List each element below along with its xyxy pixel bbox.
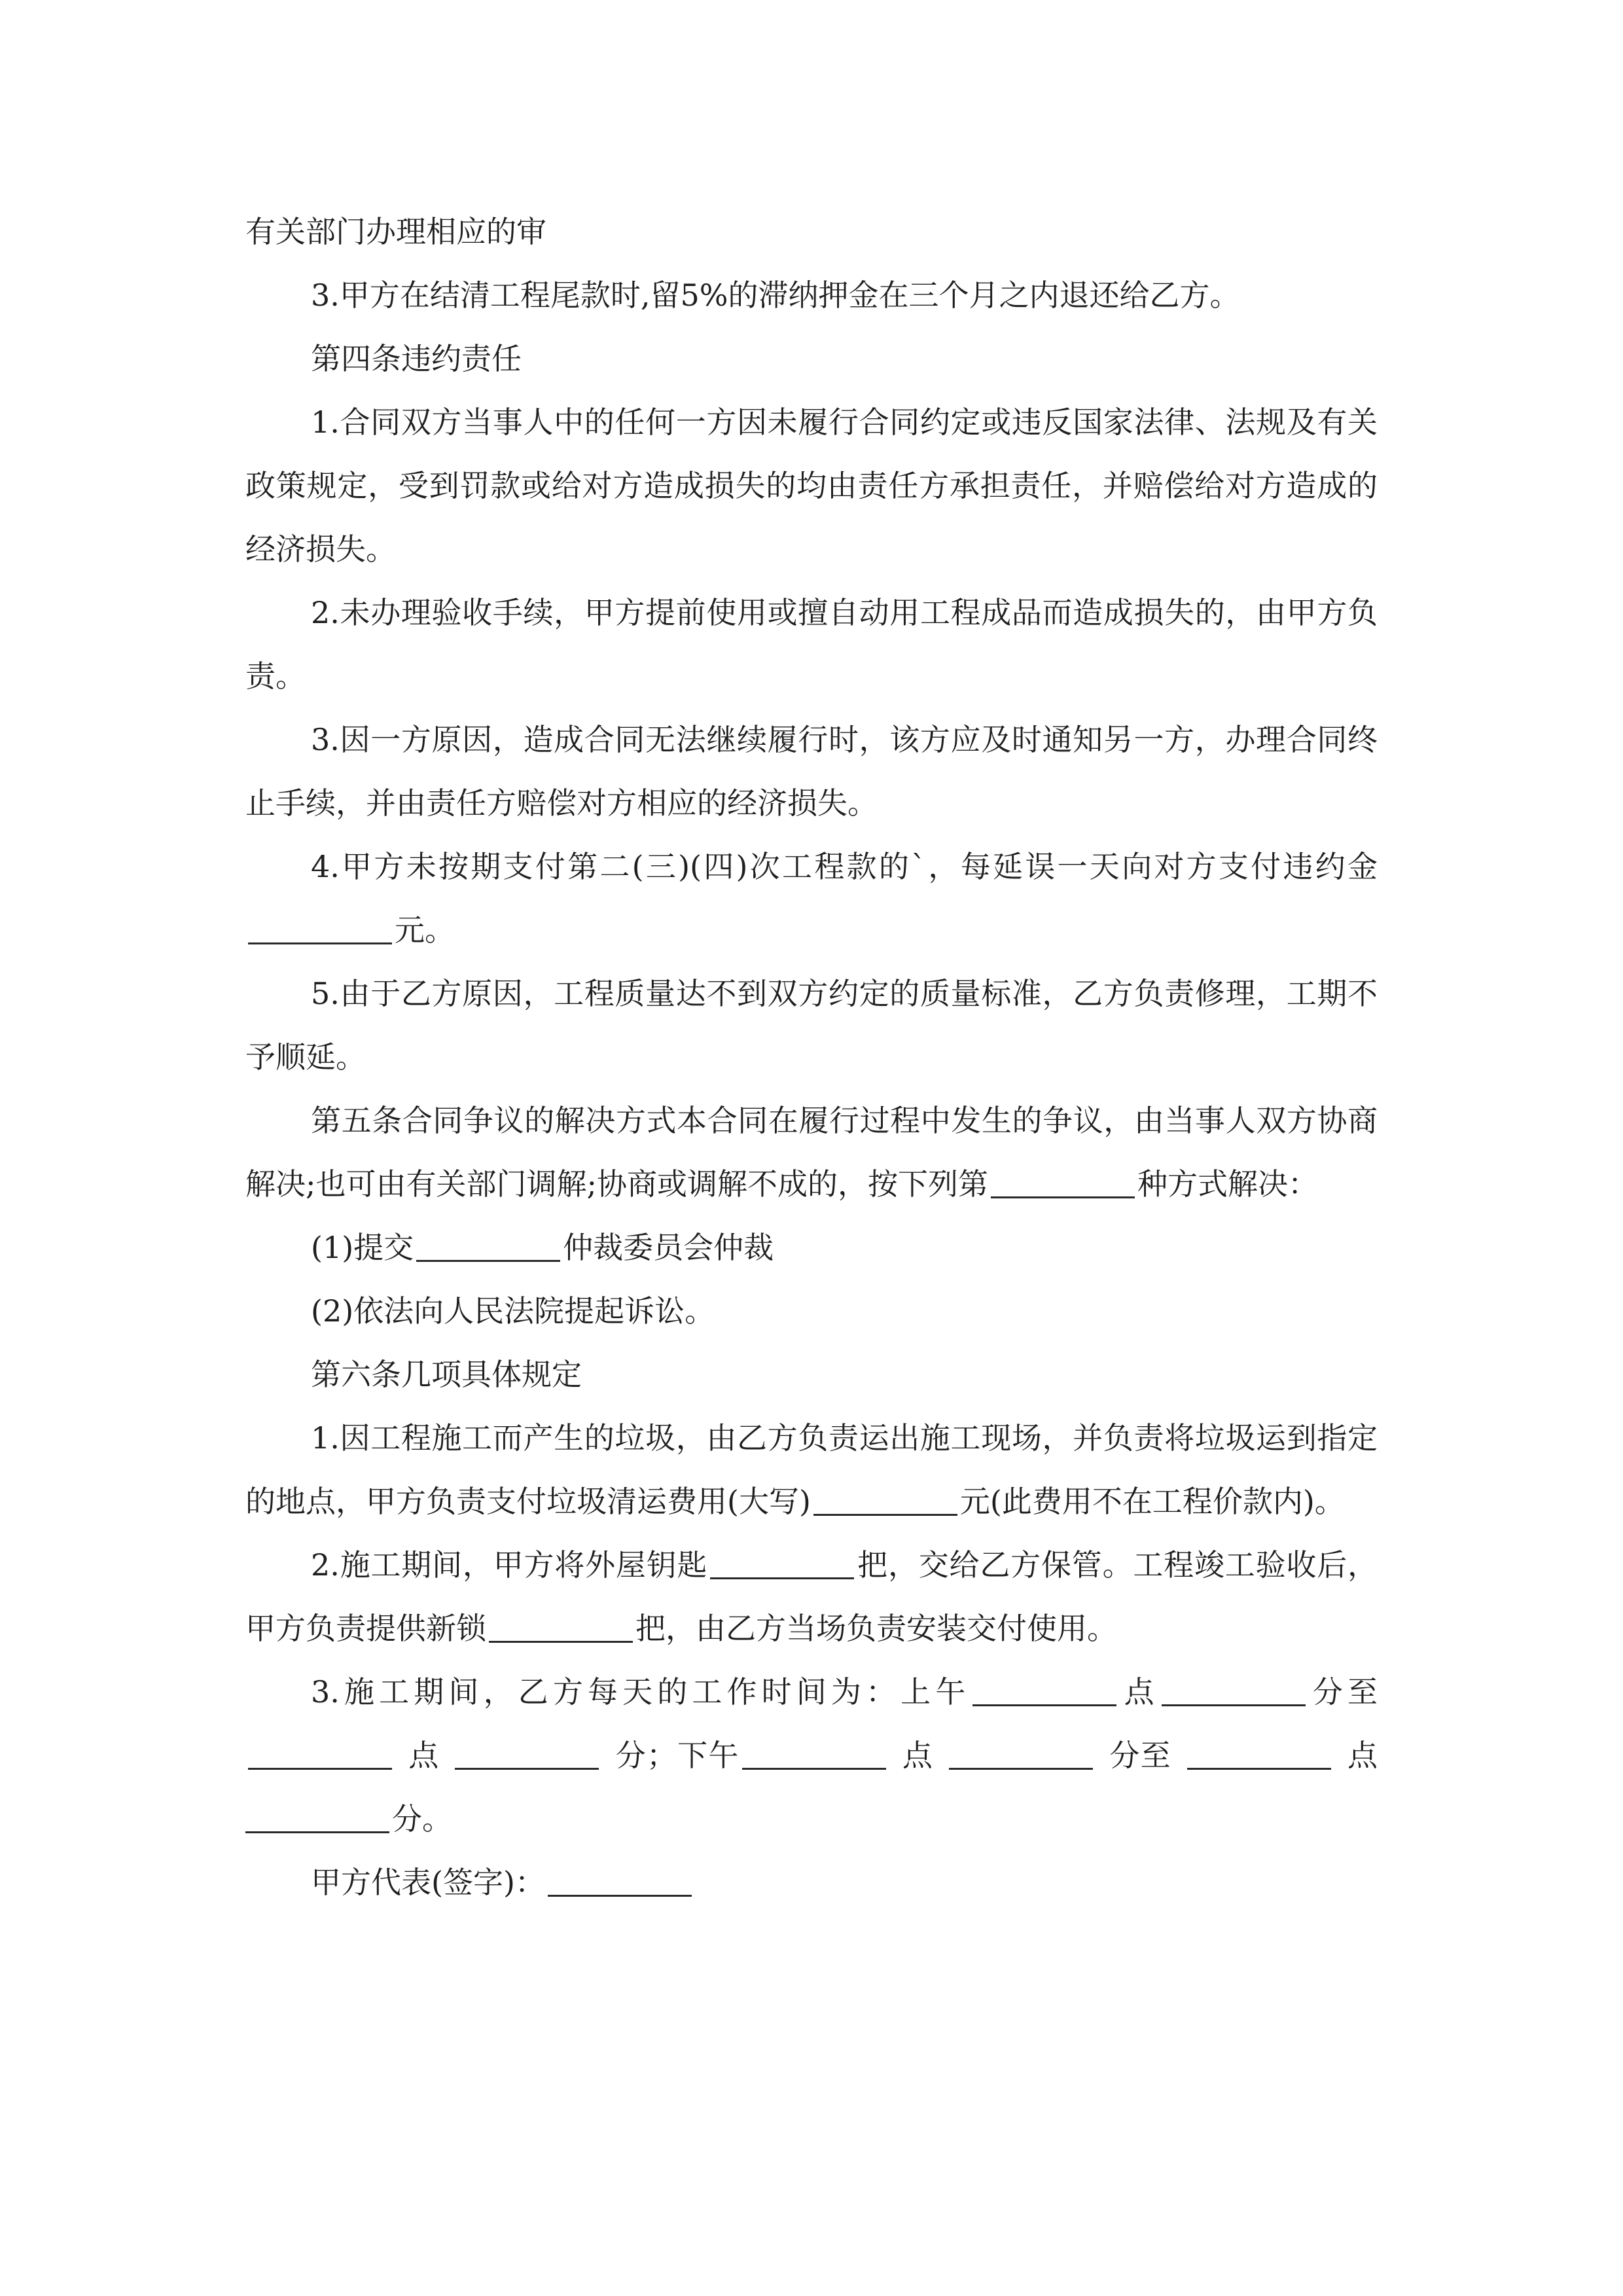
paragraph-text: 分至 xyxy=(1308,1674,1378,1710)
section-heading: 第六条几项具体规定 xyxy=(311,1357,582,1392)
fill-in-blank xyxy=(489,1611,633,1643)
paragraph-text: (1)提交 xyxy=(311,1230,414,1265)
paragraph xyxy=(245,1407,1378,1534)
paragraph: 5.由于乙方原因，工程质量达不到双方约定的质量标准，乙方负责修理，工期不予顺延。 xyxy=(245,976,1378,1075)
paragraph: 2.未办理验收手续，甲方提前使用或擅自动用工程成品而造成损失的，由甲方负责。 xyxy=(245,595,1378,694)
document-body xyxy=(245,200,1378,1914)
section-heading: 第四条违约责任 xyxy=(311,341,522,376)
fill-in-blank xyxy=(710,1547,854,1579)
paragraph-text: 3.施工期间，乙方每天的工作时间为：上午 xyxy=(311,1674,971,1710)
paragraph-text: 元。 xyxy=(395,912,455,948)
paragraph xyxy=(245,1089,1378,1216)
fill-in-blank xyxy=(991,1166,1135,1198)
fill-in-blank xyxy=(1162,1674,1306,1706)
paragraph xyxy=(245,835,1378,962)
paragraph-text: 2.施工期间，甲方将外屋钥匙 xyxy=(311,1547,708,1583)
paragraph xyxy=(245,1216,1378,1280)
paragraph-text: 4.甲方未按期支付第二(三)(四)次工程款的`，每延误一天向对方支付违约金 xyxy=(311,849,1378,884)
paragraph-text: 元(此费用不在工程价款内)。 xyxy=(959,1484,1345,1519)
signature-line xyxy=(245,1851,1378,1914)
paragraph: 有关部门办理相应的审 xyxy=(245,214,546,249)
paragraph-text: 1.因工程施工而产生的垃圾，由乙方负责运出施工现场，并负责将垃圾运到指定的地点，甲方负责支付垃圾清运费用(大写) xyxy=(245,1420,1378,1519)
paragraph-text: 点 xyxy=(1346,1738,1378,1773)
signature-blank xyxy=(548,1865,692,1897)
paragraph-text: 把，交给乙方保管。工程竣工验收后，甲方负责提供新锁 xyxy=(245,1547,1378,1646)
paragraph: 1.合同双方当事人中的任何一方因未履行合同约定或违反国家法律、法规及有关政策规定，受到罚款或给对方造成损失的均由责任方承担责任，并赔偿给对方造成的经济损失。 xyxy=(245,404,1378,567)
fill-in-blank xyxy=(949,1738,1093,1770)
paragraph-text: 仲裁委员会仲裁 xyxy=(563,1230,774,1265)
fill-in-blank xyxy=(972,1674,1116,1706)
paragraph-text: 分至 xyxy=(1109,1738,1171,1773)
fill-in-blank xyxy=(742,1738,886,1770)
section-heading-text: 第五条合同争议的解决方式本合同在履行过程中发生的争议，由当事人双方协商解决;也可由有关部门调解;协商或调解不成的，按下列第 xyxy=(245,1103,1378,1202)
paragraph-text: 点 xyxy=(1119,1674,1159,1710)
paragraph xyxy=(245,1660,1378,1851)
paragraph-text: 点 xyxy=(408,1738,440,1773)
paragraph: (2)依法向人民法院提起诉讼。 xyxy=(311,1293,715,1329)
fill-in-blank xyxy=(248,912,392,944)
fill-in-blank xyxy=(813,1484,957,1516)
fill-in-blank xyxy=(455,1738,599,1770)
paragraph: 3.甲方在结清工程尾款时,留5%的滞纳押金在三个月之内退还给乙方。 xyxy=(311,278,1240,313)
paragraph-text: 点 xyxy=(901,1738,934,1773)
fill-in-blank xyxy=(416,1230,560,1262)
signature-label: 甲方代表(签字)： xyxy=(311,1865,545,1900)
paragraph: 3.因一方原因，造成合同无法继续履行时，该方应及时通知另一方，办理合同终止手续，并由责任方赔偿对方相应的经济损失。 xyxy=(245,722,1378,821)
paragraph-text: 种方式解决： xyxy=(1137,1166,1318,1202)
fill-in-blank xyxy=(245,1801,389,1833)
fill-in-blank xyxy=(1187,1738,1331,1770)
paragraph-text: 分。 xyxy=(392,1801,452,1837)
paragraph-text: 把，由乙方当场负责安装交付使用。 xyxy=(635,1611,1117,1646)
fill-in-blank xyxy=(248,1738,392,1770)
paragraph-text: ；下午 xyxy=(646,1738,740,1773)
paragraph xyxy=(245,1534,1378,1660)
paragraph-text: 分 xyxy=(615,1738,647,1773)
